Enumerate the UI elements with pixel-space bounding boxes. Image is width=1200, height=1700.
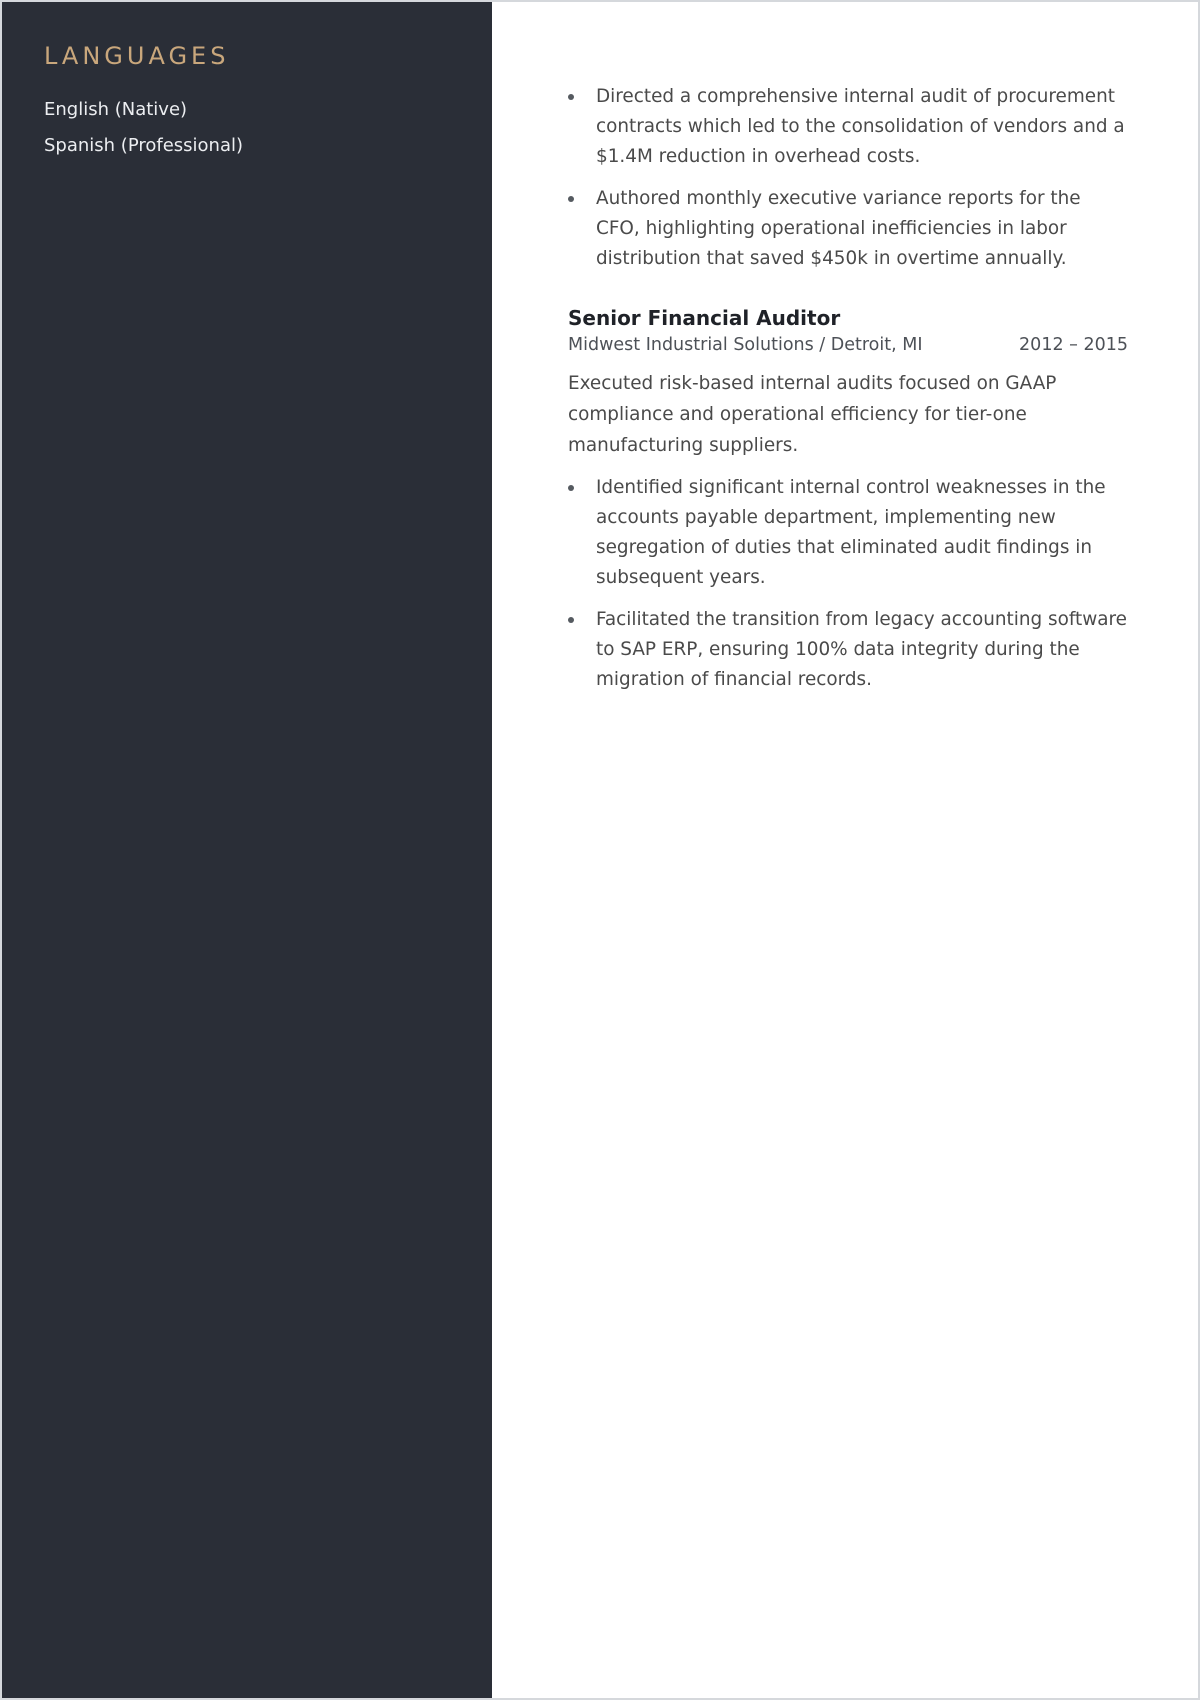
bullet-icon [568, 94, 574, 100]
job-meta [568, 332, 1128, 358]
bullet-icon [568, 617, 574, 623]
bullet-text: Facilitated the transition from legacy accounting software to SAP ERP, ensuring 100% data integrity during the migration of financial records. [596, 609, 1127, 690]
job-summary: Executed risk-based internal audits focused on GAAP compliance and operational efficiency for tier-one manufacturing suppliers. [568, 373, 1057, 456]
bullet-text: Authored monthly executive variance reports for the CFO, highlighting operational inefficiencies in labor distribution that saved $450k in overtime annually. [596, 188, 1081, 269]
bullet-icon [568, 196, 574, 202]
previous-job-bullets [568, 82, 1128, 274]
job-entry [568, 304, 1128, 695]
job-title: Senior Financial Auditor [568, 306, 841, 330]
bullet-item [596, 473, 1128, 593]
bullet-icon [568, 485, 574, 491]
sidebar [2, 2, 492, 1698]
languages-list [44, 92, 243, 164]
languages-heading: LANGUAGES [44, 42, 230, 70]
job-dates: 2012 – 2015 [1019, 335, 1128, 355]
bullet-text: Identified significant internal control weaknesses in the accounts payable department, implementing new segregation of duties that eliminated audit findings in subsequent years. [596, 477, 1106, 588]
job-bullets [568, 473, 1128, 695]
language-item: English (Native) [44, 99, 188, 120]
bullet-item [596, 184, 1128, 274]
job-company: Midwest Industrial Solutions / Detroit, MI [568, 335, 923, 355]
language-item: Spanish (Professional) [44, 135, 244, 156]
bullet-item [596, 82, 1128, 172]
bullet-text: Directed a comprehensive internal audit of procurement contracts which led to the consolidation of vendors and a $1.4M reduction in overhead costs. [596, 86, 1125, 167]
bullet-item [596, 605, 1128, 695]
main-content [568, 82, 1128, 707]
